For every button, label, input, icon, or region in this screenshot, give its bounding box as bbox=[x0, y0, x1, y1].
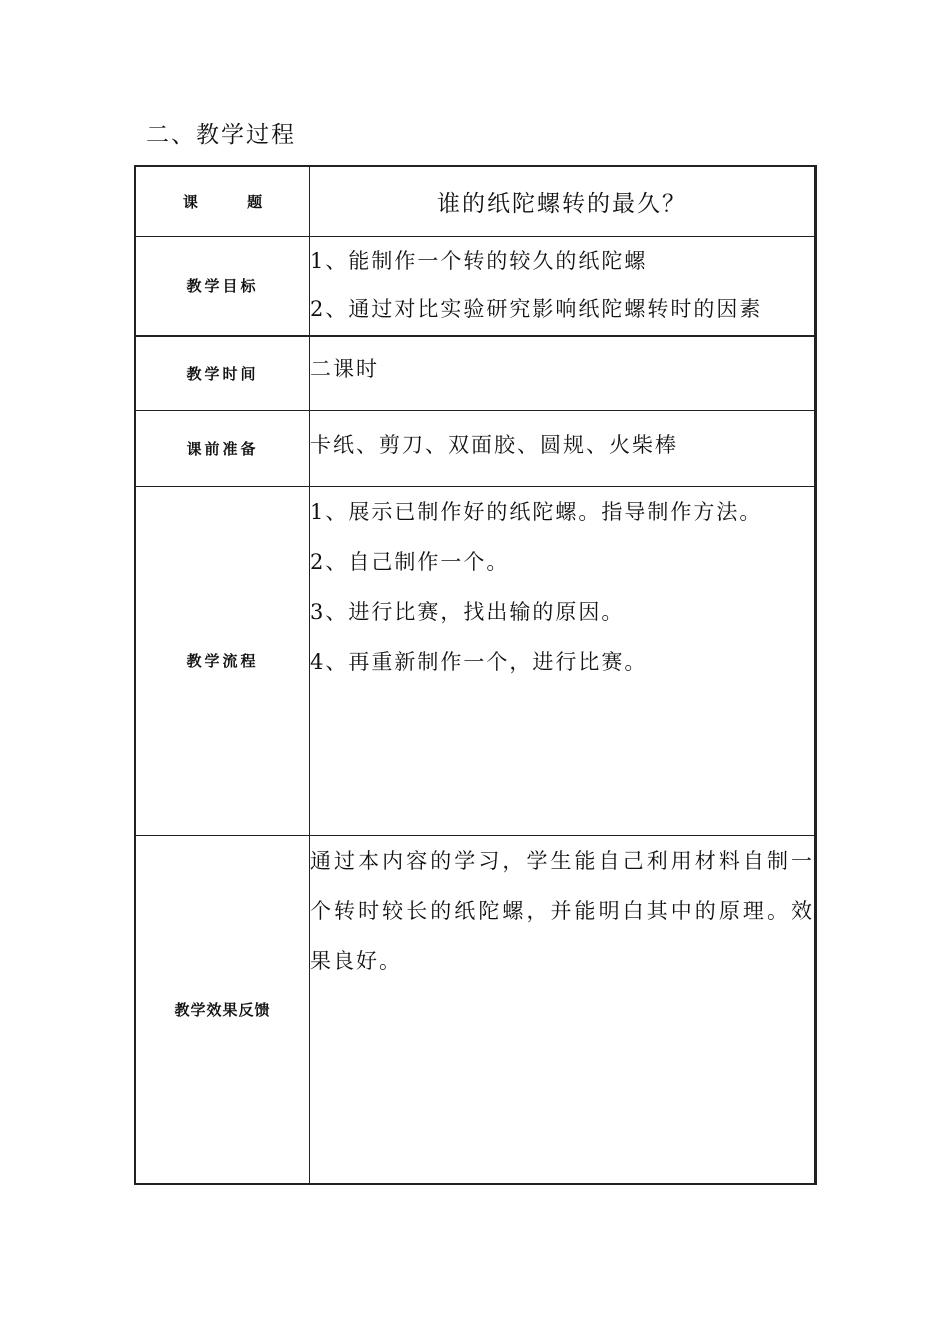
goals-content bbox=[310, 236, 816, 336]
time-label: 教学时间 bbox=[135, 336, 310, 410]
topic-label bbox=[135, 166, 310, 236]
table-row-feedback bbox=[135, 835, 816, 1184]
section-title: 二、教学过程 bbox=[146, 122, 296, 148]
goals-label: 教学目标 bbox=[135, 236, 310, 336]
process-content bbox=[310, 486, 816, 835]
table-row-time bbox=[135, 336, 816, 410]
goal-item-1: 1、能制作一个转的较久的纸陀螺 bbox=[310, 248, 648, 273]
time-value: 二课时 bbox=[310, 336, 816, 410]
process-label: 教学流程 bbox=[135, 486, 310, 835]
process-step-3: 3、进行比赛，找出输的原因。 bbox=[310, 599, 625, 624]
table-row-goals bbox=[135, 236, 816, 336]
preparation-label: 课前准备 bbox=[135, 410, 310, 486]
topic-value: 谁的纸陀螺转的最久？ bbox=[310, 166, 816, 236]
feedback-value: 通过本内容的学习，学生能自己利用材料自制一个转时较长的纸陀螺，并能明白其中的原理。效果良好。 bbox=[310, 835, 816, 1184]
process-step-4: 4、再重新制作一个，进行比赛。 bbox=[310, 649, 648, 674]
table-row-topic bbox=[135, 166, 816, 236]
process-step-1: 1、展示已制作好的纸陀螺。指导制作方法。 bbox=[310, 499, 763, 524]
lesson-plan-table bbox=[134, 165, 817, 1185]
feedback-label: 教学效果反馈 bbox=[135, 835, 310, 1184]
table-row-preparation bbox=[135, 410, 816, 486]
process-step-2: 2、自己制作一个。 bbox=[310, 549, 510, 574]
table-row-process bbox=[135, 486, 816, 835]
goal-item-2: 2、通过对比实验研究影响纸陀螺转时的因素 bbox=[310, 296, 763, 321]
preparation-value: 卡纸、剪刀、双面胶、圆规、火柴棒 bbox=[310, 410, 816, 486]
topic-label-text: 课 题 bbox=[182, 192, 285, 211]
